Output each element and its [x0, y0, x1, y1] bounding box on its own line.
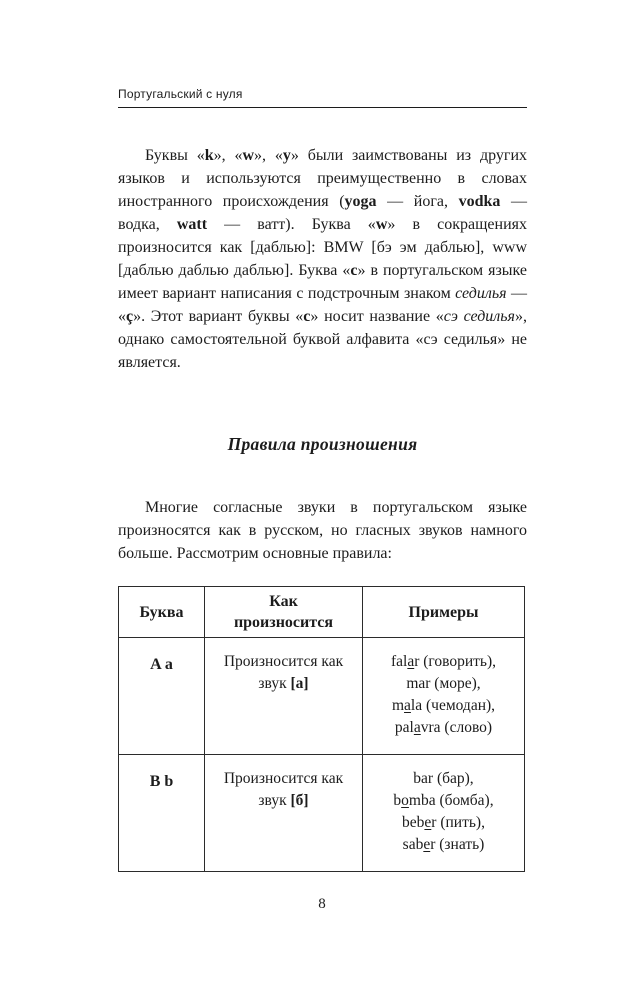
pronunciation-cell-b: Произносится как звук [б]	[205, 755, 363, 872]
paragraph-rules-intro: Многие согласные звуки в португальском языке произносятся как в русском, но гласных звуков намного больше. Рассмотрим основные правила:	[118, 499, 527, 562]
pronunciation-table	[118, 586, 525, 872]
page-number: 8	[318, 896, 326, 912]
examples-cell-b: bar (бар), bomba (бомба), beber (пить), saber (знать)	[363, 755, 525, 872]
section-heading: Правила произношения	[227, 434, 418, 454]
header-rule	[118, 107, 527, 108]
table-header-letter: Буква	[119, 587, 205, 638]
letter-cell-b: B b	[119, 755, 205, 872]
running-head: Португальский с нуля	[118, 87, 243, 101]
examples-cell-a: falar (говорить), mar (море), mala (чемодан), palavra (слово)	[363, 638, 525, 755]
page-body	[118, 144, 527, 872]
pronunciation-cell-a: Произносится как звук [а]	[205, 638, 363, 755]
table-row-b	[119, 755, 525, 872]
table-header-pronunciation: Как произносится	[205, 587, 363, 638]
table-header-examples: Примеры	[363, 587, 525, 638]
page-header	[118, 87, 527, 108]
letter-cell-a: A a	[119, 638, 205, 755]
paragraph-letters-kwy: Буквы «k», «w», «y» были заимствованы из других языков и используются преимущественно в словах иностранного происхождения (yoga — йога, vodka — водка, watt — ватт). Буква «w» в сокращениях произносится как [даблью]: BMW [бэ эм даблью], www [даблью даблью даблью]. Буква «с» в португальском языке имеет вариант написания с подстрочным знаком седилья — «ç». Этот вариант буквы «с» носит название «сэ седилья», однако самостоятельной буквой алфавита «сэ седилья» не является.	[118, 147, 528, 371]
table-row-a	[119, 638, 525, 755]
table-header-row	[119, 587, 525, 638]
